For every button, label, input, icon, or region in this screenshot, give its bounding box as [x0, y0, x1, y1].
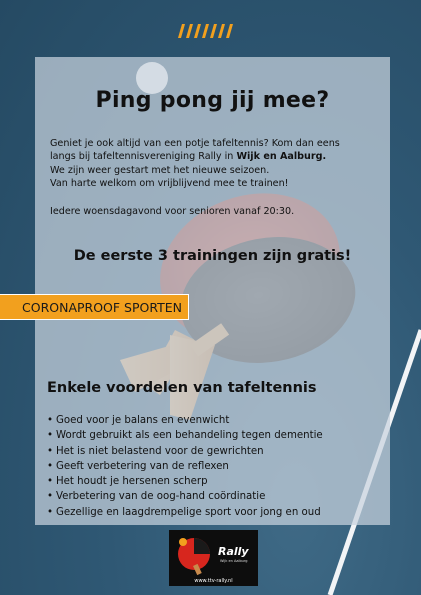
logo-tagline: Wijk en Aalburg — [220, 559, 248, 563]
club-logo — [169, 530, 258, 586]
intro-line: We zijn weer gestart met het nieuwe seizoen. — [50, 164, 270, 176]
list-item: • Het is niet belastend voor de gewrichten — [47, 445, 264, 457]
list-item: • Verbetering van de oog-hand coördinatie — [47, 491, 266, 503]
list-item: • Wordt gebruikt als een behandeling tegen dementie — [47, 430, 323, 442]
schedule-text: Iedere woensdagavond voor senioren vanaf 20:30. — [50, 206, 295, 217]
intro-line: langs bij tafeltennisvereniging Rally in Wijk en Aalburg. — [50, 151, 327, 163]
free-trainings-highlight: De eerste 3 trainingen zijn gratis! — [73, 248, 352, 264]
badge-label: CORONAPROOF SPORTEN — [22, 300, 183, 315]
coronaproof-badge — [0, 294, 189, 320]
intro-line: Van harte welkom om vrijblijvend mee te trainen! — [50, 177, 289, 189]
paddle-logo-icon — [173, 533, 219, 577]
benefits-heading: Enkele voordelen van tafeltennis — [47, 380, 317, 396]
location-bold: Wijk en Aalburg. — [236, 151, 327, 163]
website-url[interactable]: www.ttv-rally.nl — [194, 578, 233, 584]
logo-name: Rally — [218, 545, 249, 558]
intro-line: Geniet je ook altijd van een potje tafeltennis? Kom dan eens — [50, 138, 340, 149]
list-item: • Het houdt je hersenen scherp — [47, 476, 208, 488]
intro-text — [50, 137, 380, 190]
list-item: • Goed voor je balans en evenwicht — [47, 415, 230, 426]
list-item: • Geeft verbetering van de reflexen — [47, 460, 229, 472]
benefits-list — [47, 413, 323, 520]
list-item: • Gezellige en laagdrempelige sport voor jong en oud — [47, 506, 321, 518]
page-title: Ping pong jij mee? — [95, 88, 330, 113]
stripes-decoration — [174, 24, 234, 38]
